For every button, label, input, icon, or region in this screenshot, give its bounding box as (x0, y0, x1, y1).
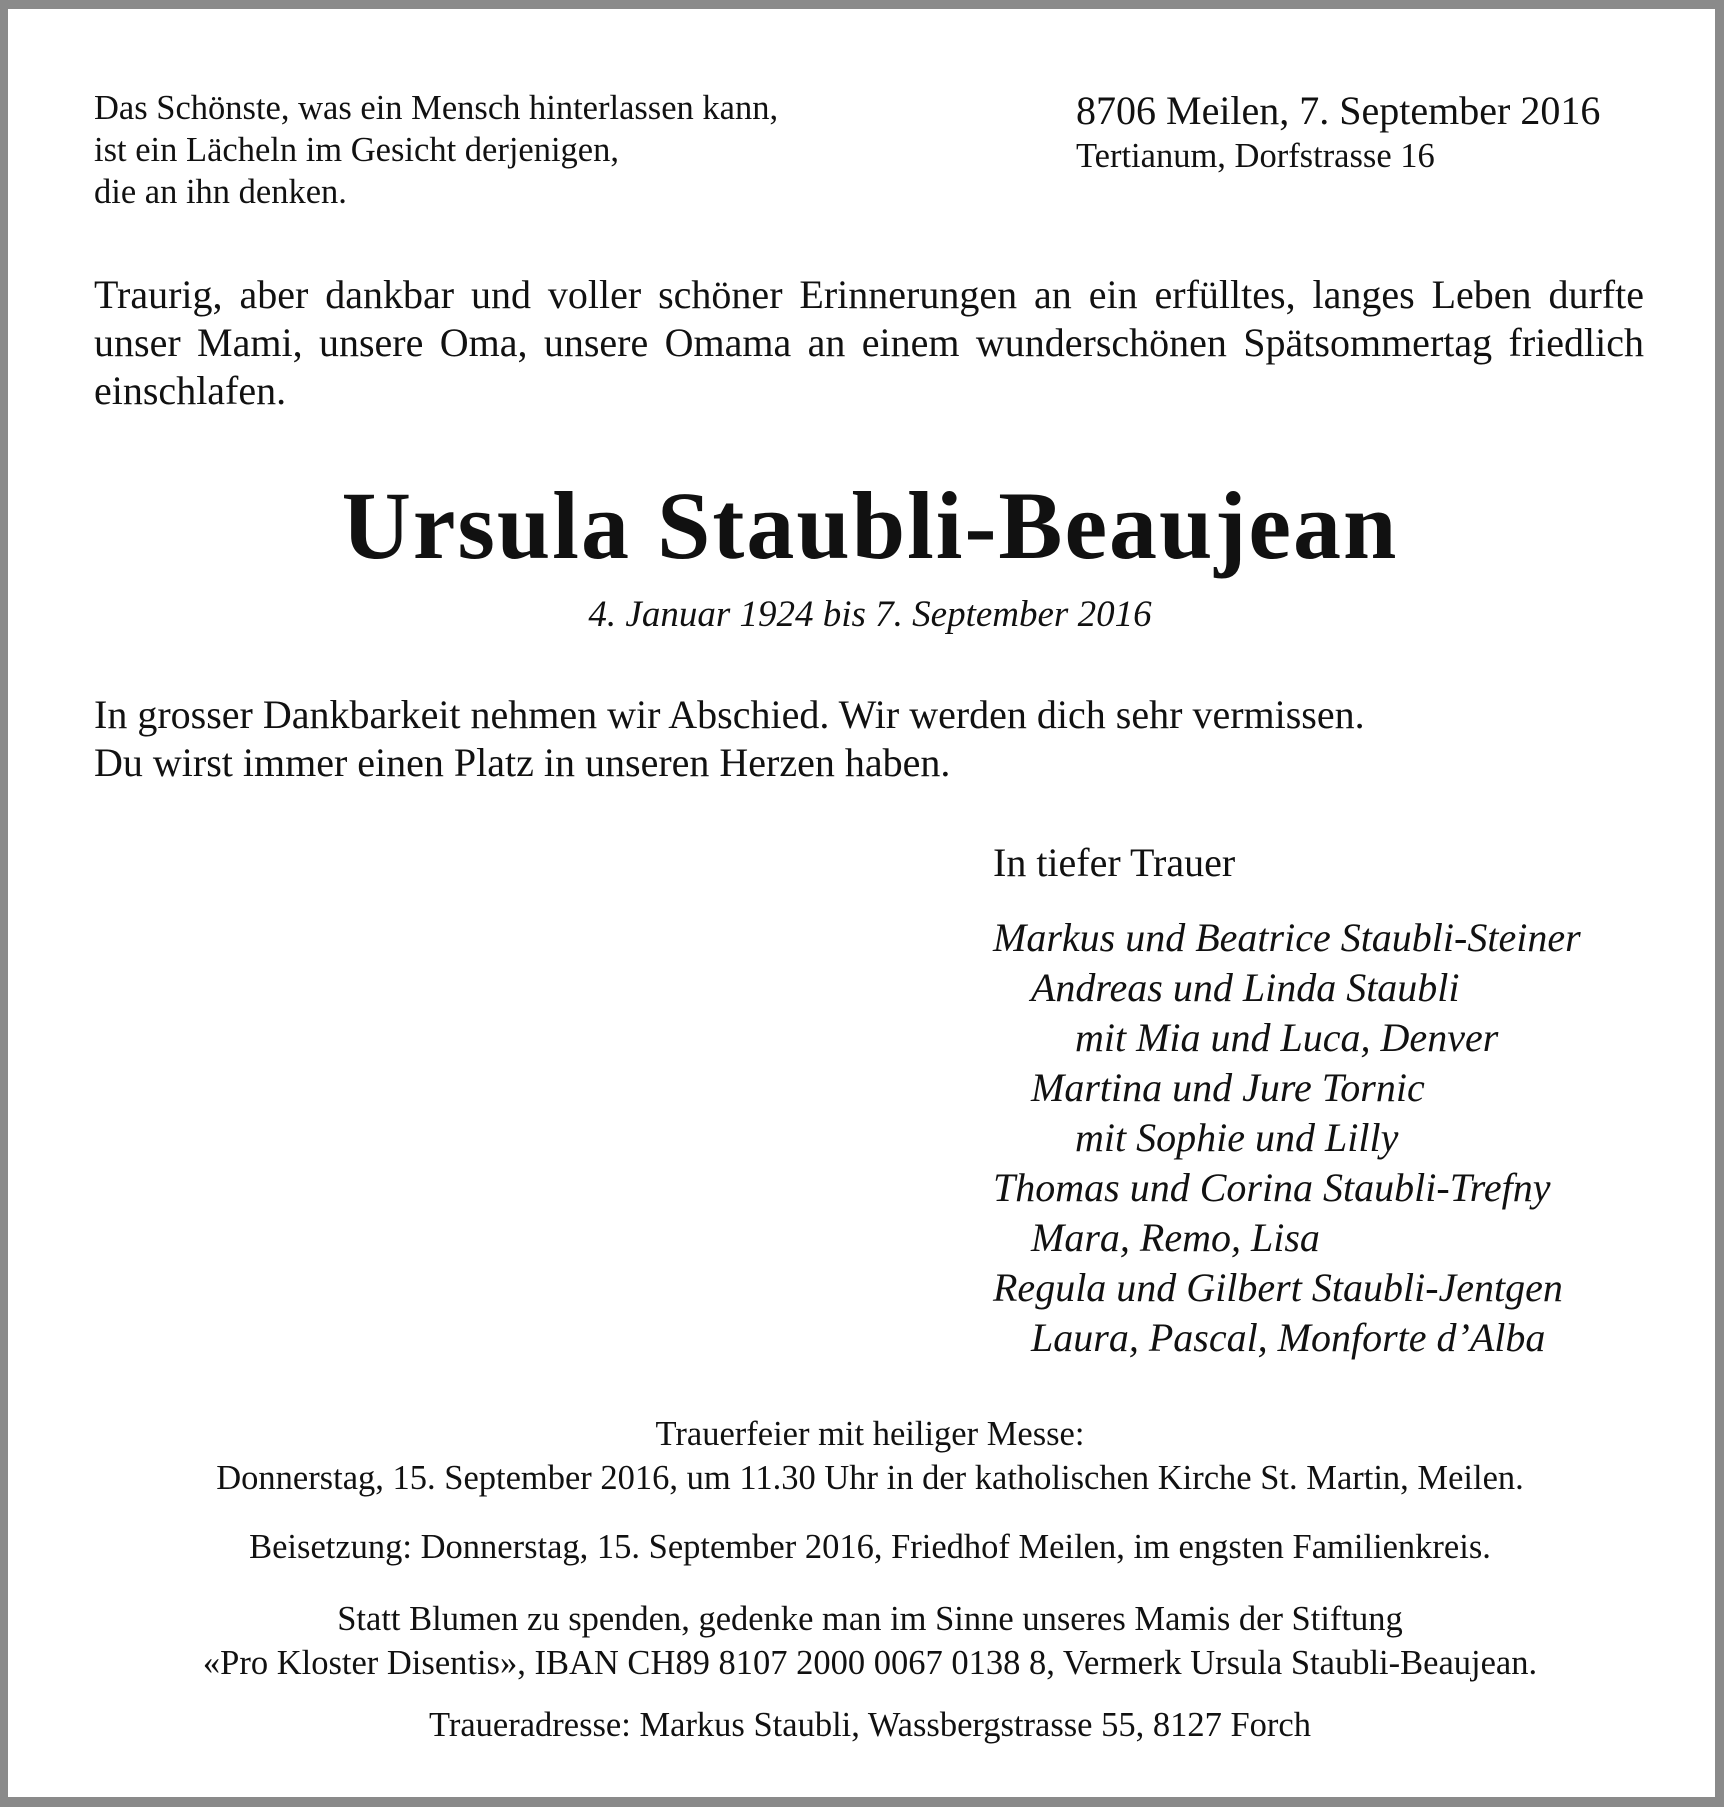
donation-line-2: «Pro Kloster Disentis», IBAN CH89 8107 2000 0067 0138 8, Vermerk Ursula Staubli-Beaujean. (202, 1644, 1538, 1682)
mourner-entry: Andreas und Linda Staubli (1031, 965, 1460, 1010)
quote-line-2: ist ein Lächeln im Gesicht derjenigen, (94, 131, 619, 169)
mourner-entry: Martina und Jure Tornic (1031, 1065, 1425, 1110)
farewell-line-2: Du wirst immer einen Platz in unseren Herzen haben. (94, 740, 951, 785)
mourner-entry: Laura, Pascal, Monforte d’Alba (1031, 1315, 1546, 1360)
quote-line-1: Das Schönste, was ein Mensch hinterlassen kann, (94, 89, 779, 127)
deceased-name: Ursula Staubli-Beaujean (341, 472, 1399, 579)
funeral-service (8, 1412, 1724, 1500)
mourner-entry: mit Sophie und Lilly (1075, 1115, 1399, 1160)
farewell-paragraph (94, 691, 1654, 787)
intro-paragraph: Traurig, aber dankbar und voller schöner Erinnerungen an ein erfülltes, langes Leben durfte unser Mami, unsere Oma, unsere Omama an einem wunderschönen Spätsommertag friedlich einschlafen. (94, 272, 1644, 413)
donation-note (8, 1597, 1724, 1685)
burial-note: Beisetzung: Donnerstag, 15. September 2016, Friedhof Meilen, im engsten Familienkreis. (249, 1528, 1491, 1566)
service-heading: Trauerfeier mit heiliger Messe: (655, 1415, 1085, 1453)
mourner-entry: mit Mia und Luca, Denver (1075, 1015, 1499, 1060)
residence-address: Tertianum, Dorfstrasse 16 (1076, 137, 1435, 175)
mourner-entry: Thomas und Corina Staubli-Trefny (993, 1165, 1551, 1210)
mourners-list (993, 913, 1693, 1363)
location-date: 8706 Meilen, 7. September 2016 (1076, 88, 1601, 133)
service-details: Donnerstag, 15. September 2016, um 11.30 Uhr in der katholischen Kirche St. Martin, Meilen. (216, 1459, 1524, 1497)
quote-line-3: die an ihn denken. (94, 173, 347, 211)
opening-quote (94, 87, 954, 213)
life-dates: 4. Januar 1924 bis 7. September 2016 (588, 594, 1152, 635)
mourning-heading: In tiefer Trauer (993, 840, 1236, 885)
mourner-entry: Mara, Remo, Lisa (1031, 1215, 1320, 1260)
donation-line-1: Statt Blumen zu spenden, gedenke man im Sinne unseres Mamis der Stiftung (337, 1600, 1403, 1638)
mourner-entry: Regula und Gilbert Staubli-Jentgen (993, 1265, 1563, 1310)
mourner-entry: Markus und Beatrice Staubli-Steiner (993, 915, 1581, 960)
farewell-line-1: In grosser Dankbarkeit nehmen wir Abschied. Wir werden dich sehr vermissen. (94, 692, 1365, 737)
place-and-date (1076, 89, 1646, 177)
mourning-address: Traueradresse: Markus Staubli, Wassbergstrasse 55, 8127 Forch (429, 1706, 1311, 1744)
